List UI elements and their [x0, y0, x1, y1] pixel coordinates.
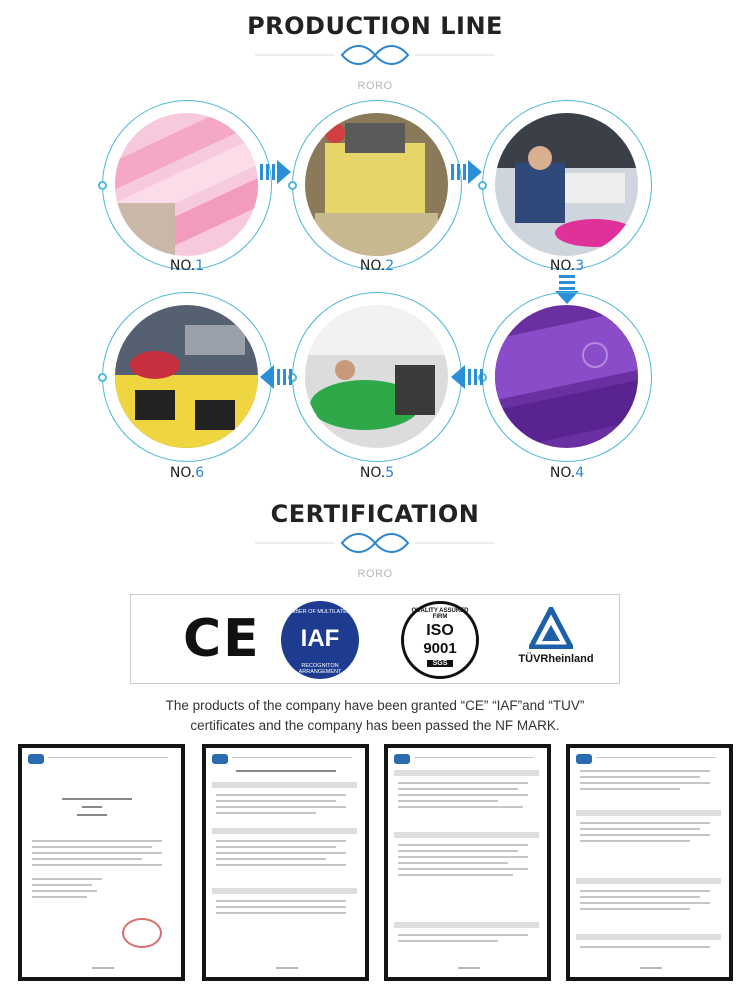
production-line-title: PRODUCTION LINE: [247, 12, 503, 40]
step-2-label: NO.2: [359, 258, 395, 274]
arrow-left-icon: [451, 365, 483, 389]
step-5-image: [292, 292, 462, 462]
certificate-document-3[interactable]: [384, 744, 551, 981]
arrow-right-icon: [260, 160, 292, 184]
certification-logos: [130, 594, 620, 684]
tuv-logo-text: TÜVRheinland: [518, 653, 594, 665]
arrow-left-icon: [260, 365, 292, 389]
step-5-label: NO.5: [359, 465, 395, 481]
certificate-document-4[interactable]: [566, 744, 733, 981]
certificate-document-2[interactable]: [202, 744, 369, 981]
brand-label: RORO: [357, 80, 393, 92]
step-1-image: [102, 100, 272, 270]
certification-statement-line-2: certificates and the company has been passed the NF MARK.: [190, 718, 560, 733]
step-6-image: [102, 292, 272, 462]
step-6-label: NO.6: [169, 465, 205, 481]
tuv-triangle-icon: [529, 607, 573, 649]
brand-label: RORO: [357, 568, 393, 580]
wave-ornament-icon: [0, 528, 750, 558]
ce-logo: CE: [183, 609, 261, 669]
wave-ornament-icon: [0, 40, 750, 70]
certification-statement-line-1: The products of the company have been granted “CE” “IAF”and “TUV”: [165, 698, 585, 713]
step-4-image: [482, 292, 652, 462]
step-4-label: NO.4: [549, 465, 585, 481]
iso-9001-logo: QUALITY ASSURED FIRM ISO 9001 SGS: [401, 601, 479, 679]
iaf-logo: MEMBER OF MULTILATERAL IAF RECOGNITON ARRANGEMENT: [281, 601, 359, 679]
certification-title: CERTIFICATION: [270, 500, 480, 528]
certificate-document-1[interactable]: [18, 744, 185, 981]
step-3-image: [482, 100, 652, 270]
step-3-label: NO.3: [549, 258, 585, 274]
step-1-label: NO.1: [169, 258, 205, 274]
step-2-image: [292, 100, 462, 270]
arrow-right-icon: [451, 160, 483, 184]
